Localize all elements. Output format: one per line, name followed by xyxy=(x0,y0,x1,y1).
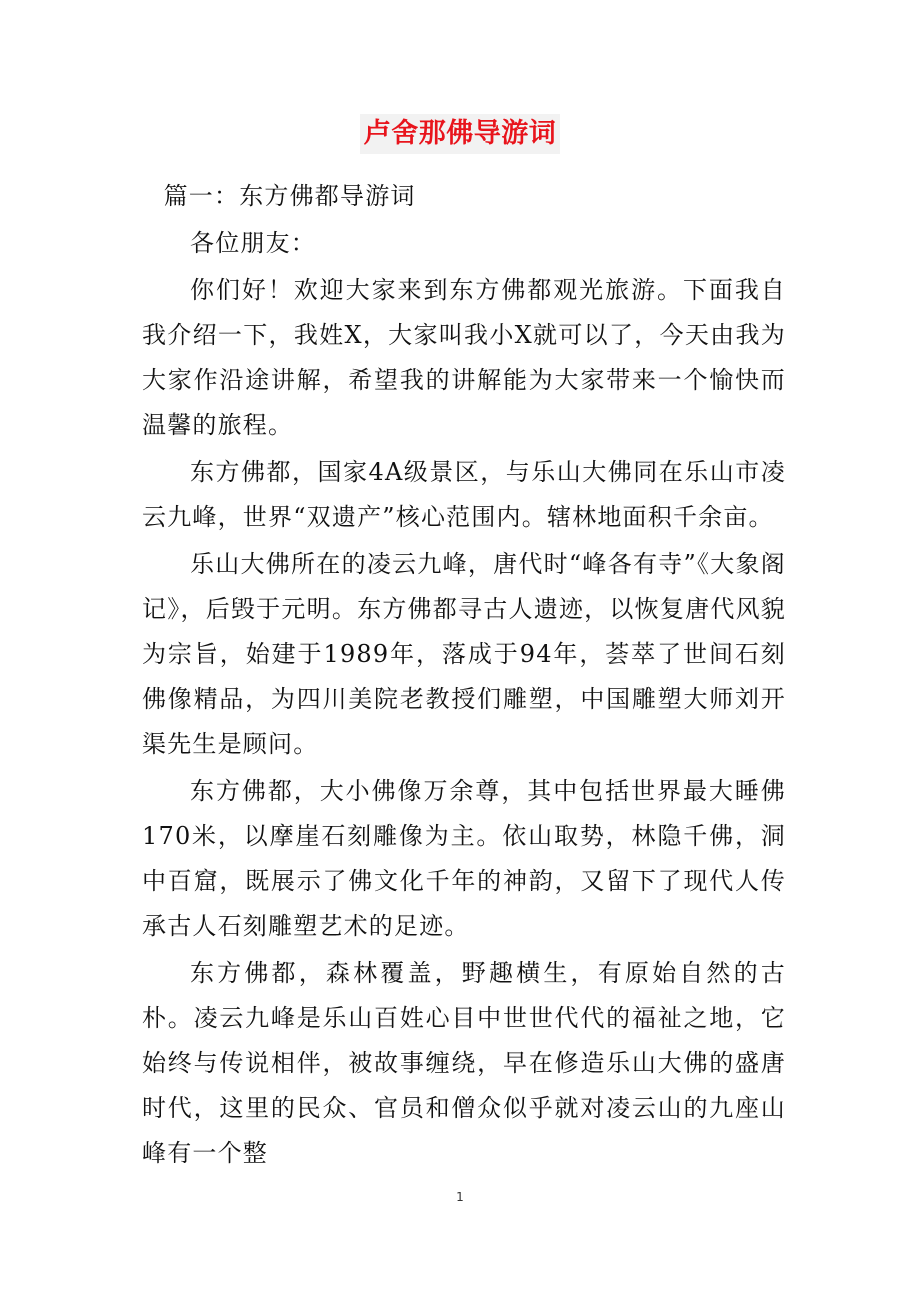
document-title: 卢舍那佛导游词 xyxy=(360,114,561,154)
document-body xyxy=(142,174,786,1178)
paragraph: 东方佛都，森林覆盖，野趣横生，有原始自然的古朴。凌云九峰是乐山百姓心目中世世代代的福祉之地，它始终与传说相伴，被故事缠绕，早在修造乐山大佛的盛唐时代，这里的民众、官员和僧众似乎就对凌云山的九座山峰有一个整 xyxy=(142,959,786,1167)
title-container xyxy=(0,114,920,154)
paragraph: 东方佛都，国家4A级景区，与乐山大佛同在乐山市凌云九峰，世界“双遗产”核心范围内。辖林地面积千余亩。 xyxy=(142,458,786,531)
section-heading: 篇一：东方佛都导游词 xyxy=(163,182,416,210)
paragraph: 你们好！欢迎大家来到东方佛都观光旅游。下面我自我介绍一下，我姓X，大家叫我小X就可以了，今天由我为大家作沿途讲解，希望我的讲解能为大家带来一个愉快而温馨的旅程。 xyxy=(142,276,786,439)
page-number: 1 xyxy=(456,1190,464,1204)
paragraph: 东方佛都，大小佛像万余尊，其中包括世界最大睡佛170米，以摩崖石刻雕像为主。依山取势，林隐千佛，洞中百窟，既展示了佛文化千年的神韵，又留下了现代人传承古人石刻雕塑艺术的足迹。 xyxy=(142,777,786,940)
paragraph: 乐山大佛所在的凌云九峰，唐代时“峰各有寺”《大象阁记》，后毁于元明。东方佛都寻古人遗迹，以恢复唐代风貌为宗旨，始建于1989年，落成于94年，荟萃了世间石刻佛像精品，为四川美院老教授们雕塑，中国雕塑大师刘开渠先生是顾问。 xyxy=(142,550,786,758)
paragraph-greeting: 各位朋友： xyxy=(190,229,316,257)
